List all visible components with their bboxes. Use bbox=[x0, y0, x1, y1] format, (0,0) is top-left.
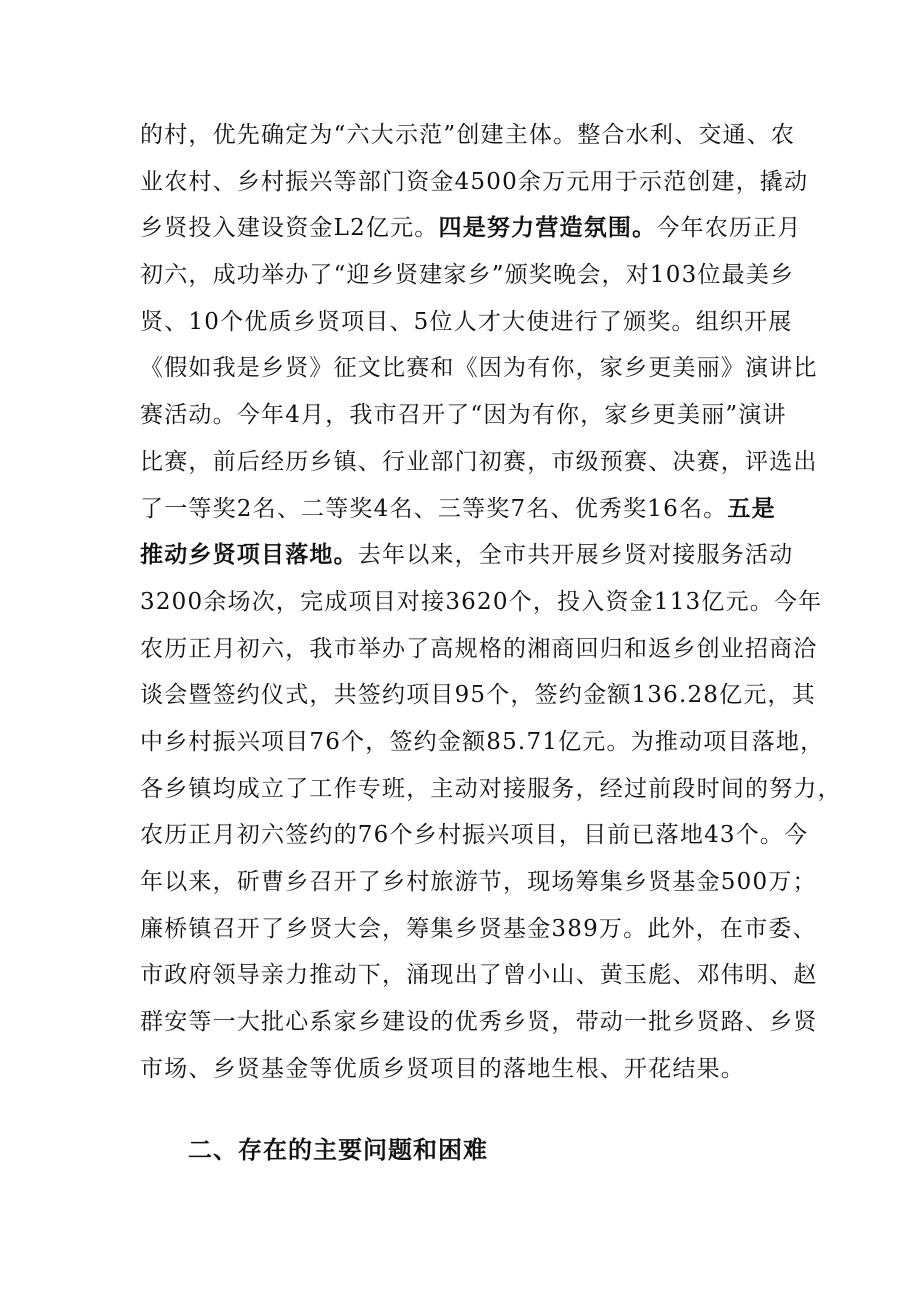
body-paragraph bbox=[140, 112, 842, 1092]
text-line bbox=[140, 439, 818, 486]
bold-lead-phrase: 四是努力营造氛围。 bbox=[438, 214, 657, 242]
text-line bbox=[140, 345, 818, 392]
text-segment: 年以来，斫曹乡召开了乡村旅游节，现场筹集乡贤基金500万； bbox=[140, 869, 817, 895]
text-segment: 中乡村振兴项目76个，签约金额85.71亿元。为推动项目落地， bbox=[140, 728, 825, 755]
text-line bbox=[140, 1046, 780, 1093]
text-line bbox=[140, 906, 817, 953]
text-line bbox=[140, 112, 796, 159]
text-segment: 农历正月初六，我市举办了高规格的湘商回归和返乡创业招商洽 bbox=[140, 635, 818, 662]
text-segment: 市政府领导亲力推动下，涌现出了曾小山、黄玉彪、邓伟明、赵 bbox=[140, 962, 818, 989]
text-segment: 比赛，前后经历乡镇、行业部门初赛，市级预赛、决赛，评选出 bbox=[140, 448, 818, 475]
text-segment: 农历正月初六签约的76个乡村振兴项目，目前已落地43个。今 bbox=[140, 822, 809, 849]
text-line bbox=[140, 626, 818, 673]
text-segment: 廉桥镇召开了乡贤大会，筹集乡贤基金389万。此外，在市委、 bbox=[140, 915, 817, 942]
text-line bbox=[140, 579, 823, 626]
text-line bbox=[140, 159, 809, 206]
text-segment: 群安等一大批心系家乡建设的优秀乡贤，带动一批乡贤路、乡贤 bbox=[140, 1009, 818, 1036]
text-segment: 业农村、乡村振兴等部门资金4500余万元用于示范创建，撬动 bbox=[140, 168, 809, 195]
text-line bbox=[140, 486, 780, 533]
text-segment: 3200余场次，完成项目对接3620个，投入资金113亿元。今年 bbox=[140, 588, 823, 615]
text-line bbox=[140, 205, 802, 252]
text-segment: 乡贤投入建设资金L2亿元。 bbox=[140, 215, 439, 242]
text-line bbox=[140, 952, 818, 999]
bold-lead-phrase: 推动乡贤项目落地。 bbox=[140, 541, 358, 569]
text-line bbox=[140, 532, 794, 579]
section-heading: 二、存在的主要问题和困难 bbox=[188, 1136, 488, 1164]
text-line bbox=[140, 859, 817, 906]
text-line bbox=[140, 392, 787, 439]
text-segment: 今年农历正月 bbox=[656, 215, 802, 242]
text-line bbox=[140, 999, 818, 1046]
text-segment: 市场、乡贤基金等优质乡贤项目的落地生根、开花结果。 bbox=[140, 1055, 745, 1082]
text-line bbox=[140, 672, 816, 719]
text-segment: 《假如我是乡贤》征文比赛和《因为有你，家乡更美丽》演讲比 bbox=[140, 355, 818, 382]
bold-lead-phrase: 五是 bbox=[727, 494, 776, 522]
text-line bbox=[140, 252, 795, 299]
text-segment: 赛活动。今年4月，我市召开了“因为有你，家乡更美丽”演讲 bbox=[140, 402, 787, 429]
text-line bbox=[140, 299, 793, 346]
text-segment: 初六，成功举办了“迎乡贤建家乡”颁奖晚会，对103位最美乡 bbox=[140, 262, 795, 289]
text-line bbox=[140, 812, 809, 859]
text-segment: 各乡镇均成立了工作专班，主动对接服务，经过前段时间的努力， bbox=[140, 775, 842, 802]
text-line bbox=[140, 719, 825, 766]
text-line bbox=[140, 766, 842, 813]
text-segment: 了一等奖2名、二等奖4名、三等奖7名、优秀奖16名。 bbox=[140, 495, 728, 522]
text-segment: 去年以来，全市共开展乡贤对接服务活动 bbox=[357, 542, 794, 569]
text-segment: 谈会暨签约仪式，共签约项目95个，签约金额136.28亿元，其 bbox=[140, 682, 816, 709]
text-segment: 的村，优先确定为“六大示范”创建主体。整合水利、交通、农 bbox=[140, 122, 796, 148]
text-segment: 贤、10个优质乡贤项目、5位人才大使进行了颁奖。组织开展 bbox=[140, 308, 793, 335]
